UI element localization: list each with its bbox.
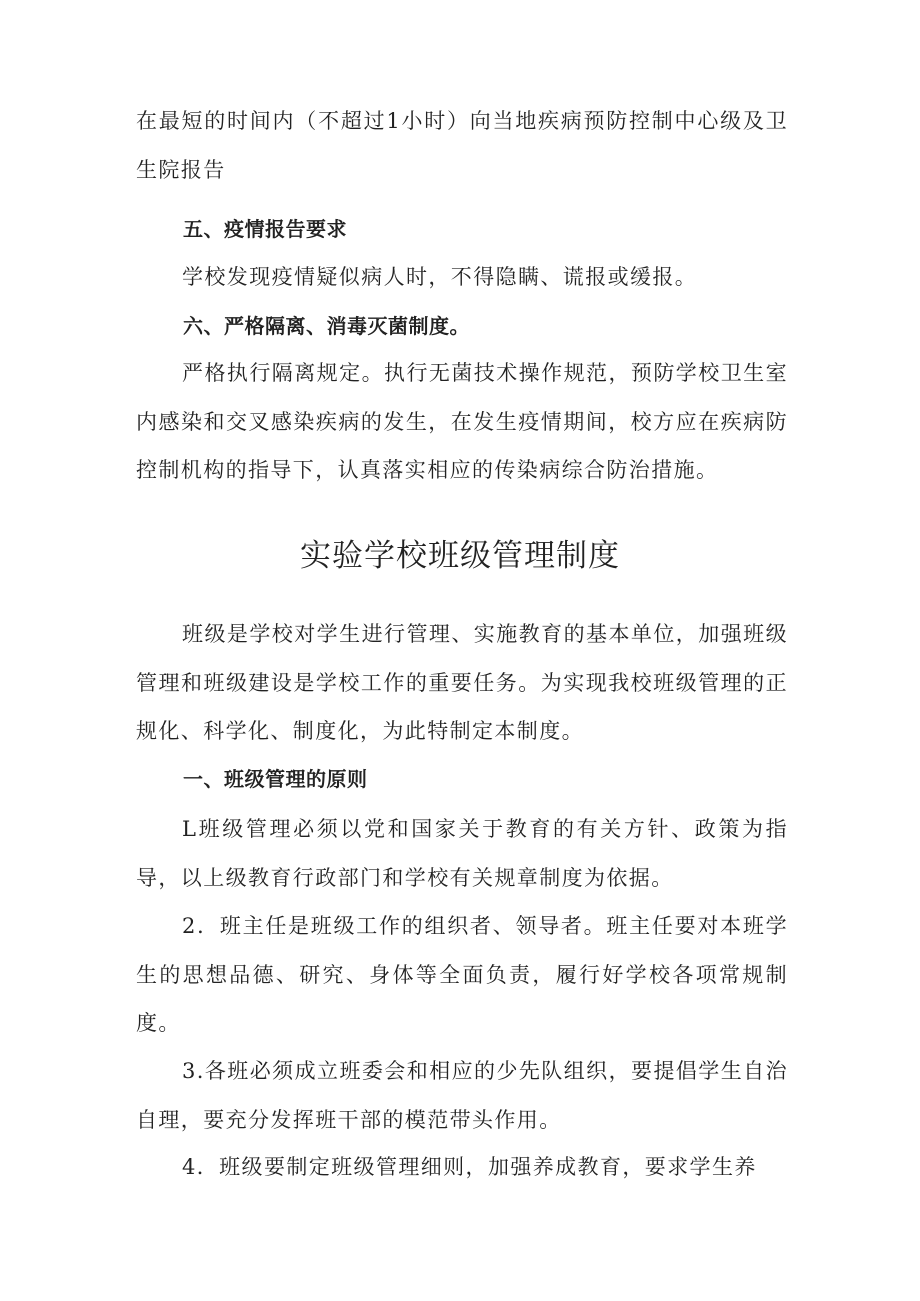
heading-epidemic-report: 五、疫情报告要求 xyxy=(183,217,347,241)
list-item-4: 4．班级要制定班级管理细则，加强养成教育，要求学生养 xyxy=(182,1155,757,1179)
heading-isolation-disinfection: 六、严格隔离、消毒灭菌制度。 xyxy=(183,314,470,338)
paragraph-report-time: 在最短的时间内（不超过1小时）向当地疾病预防控制中心级及卫生院报告 xyxy=(136,109,788,182)
paragraph-intro: 班级是学校对学生进行管理、实施教育的基本单位，加强班级管理和班级建设是学校工作的重要任务。为实现我校班级管理的正规化、科学化、制度化，为此特制定本制度。 xyxy=(136,622,788,743)
list-item-3: 3.各班必须成立班委会和相应的少先队组织，要提倡学生自治自理，要充分发挥班干部的模范带头作用。 xyxy=(136,1059,788,1132)
heading-class-principles: 一、班级管理的原则 xyxy=(183,767,368,791)
list-item-2: 2．班主任是班级工作的组织者、领导者。班主任要对本班学生的思想品德、研究、身体等全面负责，履行好学校各项常规制度。 xyxy=(136,914,788,1035)
list-item-1: L班级管理必须以党和国家关于教育的有关方针、政策为指导，以上级教育行政部门和学校有关规章制度为依据。 xyxy=(136,817,788,890)
document-title: 实验学校班级管理制度 xyxy=(300,538,620,574)
paragraph-epidemic-report: 学校发现疫情疑似病人时，不得隐瞒、谎报或缓报。 xyxy=(182,265,698,289)
paragraph-isolation-disinfection: 严格执行隔离规定。执行无菌技术操作规范，预防学校卫生室内感染和交叉感染疾病的发生，在发生疫情期间，校方应在疾病防控制机构的指导下，认真落实相应的传染病综合防治措施。 xyxy=(136,361,788,482)
